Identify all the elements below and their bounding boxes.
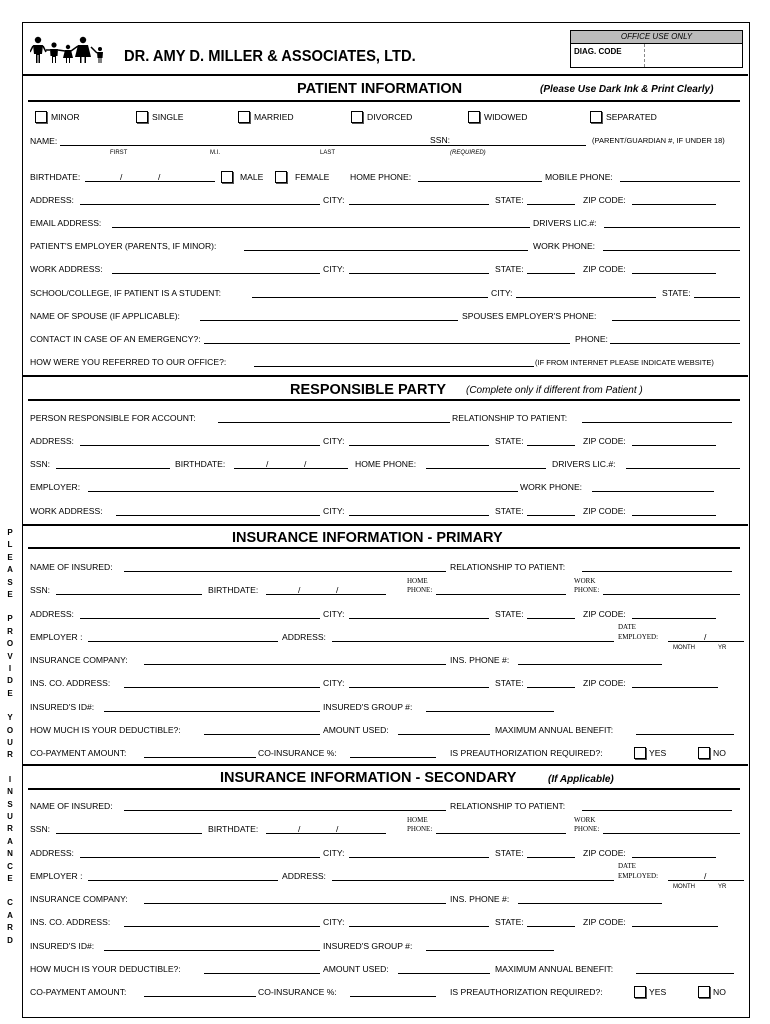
city-field[interactable] <box>349 204 489 205</box>
secondary-ssn-label: SSN: <box>30 824 51 834</box>
secondary-note: (If Applicable) <box>548 774 614 785</box>
rp-state-field[interactable] <box>527 445 575 446</box>
primary-home-caption: HOME <box>407 577 428 585</box>
side-letter: R <box>7 923 13 933</box>
rp-work-phone-field[interactable] <box>592 491 714 492</box>
birthdate-slash-2: / <box>158 172 161 182</box>
secondary-home-phone-caption: PHONE: <box>407 825 433 833</box>
primary-ssn-field[interactable] <box>56 594 202 595</box>
secondary-state-field[interactable] <box>527 857 575 858</box>
home-phone-label: HOME PHONE: <box>350 172 412 182</box>
secondary-name-insured-field[interactable] <box>124 810 446 811</box>
secondary-preauth-yes-checkbox[interactable] <box>634 986 646 998</box>
secondary-preauth-yes-label: YES <box>649 987 667 997</box>
rp-work-zip-label: ZIP CODE: <box>583 506 626 516</box>
primary-ssn-label: SSN: <box>30 585 51 595</box>
primary-birthdate-field[interactable] <box>266 594 386 595</box>
side-letter: P <box>7 614 13 624</box>
primary-name-insured-field[interactable] <box>124 571 446 572</box>
rp-zip-label: ZIP CODE: <box>583 436 626 446</box>
secondary-id-field[interactable] <box>104 950 320 951</box>
secondary-address-label: ADDRESS: <box>30 848 74 858</box>
rp-work-phone-label: WORK PHONE: <box>520 482 583 492</box>
secondary-max-benefit-field[interactable] <box>636 973 734 974</box>
secondary-id-label: INSURED'S ID#: <box>30 941 95 951</box>
primary-home-phone-field[interactable] <box>436 594 566 595</box>
secondary-address-field[interactable] <box>80 857 320 858</box>
side-letter: I <box>8 664 12 673</box>
secondary-title-rule <box>28 788 740 790</box>
referred-label: HOW WERE YOU REFERRED TO OUR OFFICE?: <box>30 357 227 367</box>
secondary-date-caption: DATE <box>618 862 636 870</box>
secondary-ins-phone-label: INS. PHONE #: <box>450 894 510 904</box>
drivers-lic-field[interactable] <box>604 227 740 228</box>
zip-field[interactable] <box>632 204 716 205</box>
ssn-guardian-note: (PARENT/GUARDIAN #, IF UNDER 18) <box>592 136 725 145</box>
status-label-divorced: DIVORCED <box>367 112 413 122</box>
rp-address-label: ADDRESS: <box>30 436 74 446</box>
secondary-preauth-no-checkbox[interactable] <box>698 986 710 998</box>
status-label-married: MARRIED <box>254 112 294 122</box>
secondary-employer-label: EMPLOYER : <box>30 871 83 881</box>
primary-company-label: INSURANCE COMPANY: <box>30 655 128 665</box>
rp-person-label: PERSON RESPONSIBLE FOR ACCOUNT: <box>30 413 196 423</box>
responsible-section-top-rule <box>22 375 748 377</box>
secondary-amount-used-field[interactable] <box>398 973 490 974</box>
ssn-required-caption: (REQUIRED) <box>450 150 486 156</box>
rp-birthdate-slash-1: / <box>266 459 269 469</box>
female-label: FEMALE <box>295 172 330 182</box>
primary-title-rule <box>28 547 740 549</box>
primary-relationship-field[interactable] <box>582 571 732 572</box>
secondary-employed-caption: EMPLOYED: <box>618 872 659 880</box>
rp-employer-field[interactable] <box>88 491 518 492</box>
rp-work-address-field[interactable] <box>116 515 320 516</box>
side-letter: O <box>6 639 14 649</box>
secondary-employed-slash: / <box>704 871 707 881</box>
secondary-work-caption: WORK <box>574 816 596 824</box>
secondary-co-state-label: STATE: <box>495 917 524 927</box>
side-letter: E <box>7 552 13 562</box>
rp-state-label: STATE: <box>495 436 524 446</box>
rp-employer-label: EMPLOYER: <box>30 482 81 492</box>
primary-co-address-label: INS. CO. ADDRESS: <box>30 678 111 688</box>
side-letter: Y <box>7 713 13 723</box>
rp-relationship-label: RELATIONSHIP TO PATIENT: <box>452 413 568 423</box>
work-city-label: CITY: <box>323 264 345 274</box>
birthdate-label: BIRTHDATE: <box>30 172 81 182</box>
primary-ins-phone-label: INS. PHONE #: <box>450 655 510 665</box>
primary-id-field[interactable] <box>104 711 320 712</box>
secondary-birthdate-field[interactable] <box>266 833 386 834</box>
secondary-title: INSURANCE INFORMATION - SECONDARY <box>220 770 517 786</box>
rp-person-field[interactable] <box>218 422 450 423</box>
responsible-title-rule <box>28 399 740 401</box>
secondary-birthdate-slash-2: / <box>336 824 339 834</box>
primary-employer-address-label: ADDRESS: <box>282 632 326 642</box>
patient-section-top-rule <box>22 74 748 76</box>
secondary-zip-label: ZIP CODE: <box>583 848 626 858</box>
rp-zip-field[interactable] <box>632 445 716 446</box>
ssn-field[interactable] <box>450 145 586 146</box>
rp-ssn-label: SSN: <box>30 459 51 469</box>
primary-copay-field[interactable] <box>144 757 256 758</box>
secondary-state-label: STATE: <box>495 848 524 858</box>
responsible-note: (Complete only if different from Patient ) <box>466 385 643 396</box>
rp-home-phone-label: HOME PHONE: <box>355 459 417 469</box>
emergency-phone-field[interactable] <box>610 343 740 344</box>
office-use-label: OFFICE USE ONLY <box>571 31 742 44</box>
secondary-relationship-field[interactable] <box>582 810 732 811</box>
secondary-city-field[interactable] <box>349 857 489 858</box>
primary-preauth-no-label: NO <box>713 748 726 758</box>
secondary-co-zip-label: ZIP CODE: <box>583 917 626 927</box>
primary-deductible-field[interactable] <box>204 734 320 735</box>
secondary-month-caption: MONTH <box>673 884 695 890</box>
rp-address-field[interactable] <box>80 445 320 446</box>
emergency-label: CONTACT IN CASE OF AN EMERGENCY?: <box>30 334 201 344</box>
name-field[interactable] <box>60 145 454 146</box>
side-letter: R <box>7 626 13 636</box>
state-field[interactable] <box>527 204 575 205</box>
rp-drivers-lic-label: DRIVERS LIC.#: <box>552 459 616 469</box>
status-checkbox-separated[interactable] <box>590 111 602 123</box>
primary-co-city-label: CITY: <box>323 678 345 688</box>
secondary-home-phone-field[interactable] <box>436 833 566 834</box>
primary-company-field[interactable] <box>144 664 446 665</box>
primary-amount-used-label: AMOUNT USED: <box>323 725 389 735</box>
secondary-employer-field[interactable] <box>88 880 278 881</box>
primary-co-address-field[interactable] <box>124 687 320 688</box>
primary-address-label: ADDRESS: <box>30 609 74 619</box>
side-letter: D <box>7 935 13 945</box>
rp-city-field[interactable] <box>349 445 489 446</box>
mobile-phone-label: MOBILE PHONE: <box>545 172 613 182</box>
primary-work-phone-field[interactable] <box>603 594 740 595</box>
primary-title: INSURANCE INFORMATION - PRIMARY <box>232 530 503 546</box>
primary-preauth-yes-checkbox[interactable] <box>634 747 646 759</box>
primary-section-top-rule <box>22 524 748 526</box>
referred-note: (IF FROM INTERNET PLEASE INDICATE WEBSITE) <box>535 358 714 367</box>
side-letter: R <box>7 824 13 834</box>
primary-co-zip-label: ZIP CODE: <box>583 678 626 688</box>
diag-code-divider <box>644 44 645 67</box>
side-letter: N <box>7 787 13 797</box>
side-letter: U <box>7 812 13 821</box>
work-state-field[interactable] <box>527 273 575 274</box>
primary-city-field[interactable] <box>349 618 489 619</box>
secondary-coins-label: CO-INSURANCE %: <box>258 987 337 997</box>
secondary-preauth-label: IS PREAUTHORIZATION REQUIRED?: <box>450 987 603 997</box>
secondary-group-label: INSURED'S GROUP #: <box>323 941 413 951</box>
side-letter: E <box>7 688 13 698</box>
responsible-title: RESPONSIBLE PARTY <box>290 382 447 398</box>
school-field[interactable] <box>252 297 488 298</box>
secondary-work-phone-caption: PHONE: <box>574 825 600 833</box>
name-mi-caption: M.I. <box>210 150 220 156</box>
primary-co-city-field[interactable] <box>349 687 489 688</box>
primary-city-label: CITY: <box>323 609 345 619</box>
side-letter: U <box>7 738 13 747</box>
side-letter: O <box>6 725 14 735</box>
secondary-birthdate-label: BIRTHDATE: <box>208 824 259 834</box>
state-label: STATE: <box>495 195 524 205</box>
patient-info-note: (Please Use Dark Ink & Print Clearly) <box>540 84 714 95</box>
drivers-lic-label: DRIVERS LIC.#: <box>533 218 597 228</box>
secondary-co-zip-field[interactable] <box>632 926 718 927</box>
primary-state-field[interactable] <box>527 618 575 619</box>
spouse-field[interactable] <box>200 320 458 321</box>
email-field[interactable] <box>112 227 530 228</box>
city-label: CITY: <box>323 195 345 205</box>
secondary-coins-field[interactable] <box>350 996 436 997</box>
primary-co-state-label: STATE: <box>495 678 524 688</box>
employer-field[interactable] <box>244 250 528 251</box>
secondary-group-field[interactable] <box>426 950 554 951</box>
primary-zip-field[interactable] <box>632 618 716 619</box>
side-letter: S <box>7 577 13 587</box>
secondary-co-address-label: INS. CO. ADDRESS: <box>30 917 111 927</box>
work-zip-field[interactable] <box>632 273 716 274</box>
primary-coins-field[interactable] <box>350 757 436 758</box>
rp-birthdate-field[interactable] <box>234 468 348 469</box>
secondary-work-phone-field[interactable] <box>603 833 740 834</box>
primary-deductible-label: HOW MUCH IS YOUR DEDUCTIBLE?: <box>30 725 181 735</box>
secondary-copay-label: CO-PAYMENT AMOUNT: <box>30 987 127 997</box>
side-letter: R <box>7 750 13 760</box>
primary-copay-label: CO-PAYMENT AMOUNT: <box>30 748 127 758</box>
rp-drivers-lic-field[interactable] <box>626 468 740 469</box>
status-checkbox-minor[interactable] <box>35 111 47 123</box>
rp-work-address-label: WORK ADDRESS: <box>30 506 103 516</box>
female-checkbox[interactable] <box>275 171 287 183</box>
secondary-company-label: INSURANCE COMPANY: <box>30 894 128 904</box>
primary-date-caption: DATE <box>618 623 636 631</box>
name-first-caption: FIRST <box>110 150 128 156</box>
primary-state-label: STATE: <box>495 609 524 619</box>
primary-id-label: INSURED'S ID#: <box>30 702 95 712</box>
primary-preauth-no-checkbox[interactable] <box>698 747 710 759</box>
primary-employer-label: EMPLOYER : <box>30 632 83 642</box>
secondary-birthdate-slash-1: / <box>298 824 301 834</box>
secondary-max-benefit-label: MAXIMUM ANNUAL BENEFIT: <box>495 964 614 974</box>
primary-birthdate-slash-1: / <box>298 585 301 595</box>
rp-work-state-field[interactable] <box>527 515 575 516</box>
secondary-ssn-field[interactable] <box>56 833 202 834</box>
zip-label: ZIP CODE: <box>583 195 626 205</box>
school-city-label: CITY: <box>491 288 513 298</box>
primary-zip-label: ZIP CODE: <box>583 609 626 619</box>
work-phone-field[interactable] <box>603 250 740 251</box>
primary-employer-field[interactable] <box>88 641 278 642</box>
secondary-home-caption: HOME <box>407 816 428 824</box>
male-label: MALE <box>240 172 264 182</box>
ssn-label: SSN: <box>430 135 451 145</box>
primary-work-caption: WORK <box>574 577 596 585</box>
patient-title-rule <box>28 100 740 102</box>
rp-ssn-field[interactable] <box>56 468 170 469</box>
rp-work-zip-field[interactable] <box>632 515 716 516</box>
home-phone-field[interactable] <box>418 181 542 182</box>
side-letter: A <box>7 836 13 846</box>
secondary-yr-caption: YR <box>718 884 727 890</box>
rp-relationship-field[interactable] <box>582 422 732 423</box>
primary-co-state-field[interactable] <box>527 687 575 688</box>
address-label: ADDRESS: <box>30 195 74 205</box>
primary-yr-caption: YR <box>718 645 727 651</box>
rp-city-label: CITY: <box>323 436 345 446</box>
rp-work-city-field[interactable] <box>349 515 489 516</box>
school-state-label: STATE: <box>662 288 691 298</box>
side-letter: E <box>7 874 13 883</box>
rp-work-state-label: STATE: <box>495 506 524 516</box>
secondary-co-state-field[interactable] <box>527 926 575 927</box>
status-label-minor: MINOR <box>51 112 80 122</box>
secondary-employer-address-label: ADDRESS: <box>282 871 326 881</box>
emergency-phone-label: PHONE: <box>575 334 608 344</box>
side-letter: A <box>7 910 13 920</box>
primary-relationship-label: RELATIONSHIP TO PATIENT: <box>450 562 566 572</box>
primary-address-field[interactable] <box>80 618 320 619</box>
diag-code-label: DIAG. CODE <box>574 47 622 56</box>
primary-group-label: INSURED'S GROUP #: <box>323 702 413 712</box>
primary-co-zip-field[interactable] <box>632 687 718 688</box>
male-checkbox[interactable] <box>221 171 233 183</box>
secondary-amount-used-label: AMOUNT USED: <box>323 964 389 974</box>
side-letter: L <box>7 540 13 550</box>
secondary-section-top-rule <box>22 764 748 766</box>
primary-employed-slash: / <box>704 632 707 642</box>
work-zip-label: ZIP CODE: <box>583 264 626 274</box>
primary-month-caption: MONTH <box>673 645 695 651</box>
employer-label: PATIENT'S EMPLOYER (PARENTS, IF MINOR): <box>30 241 217 251</box>
secondary-co-city-field[interactable] <box>349 926 489 927</box>
secondary-name-insured-label: NAME OF INSURED: <box>30 801 113 811</box>
secondary-co-city-label: CITY: <box>323 917 345 927</box>
side-letter: C <box>7 861 13 871</box>
rp-home-phone-field[interactable] <box>426 468 546 469</box>
rp-birthdate-label: BIRTHDATE: <box>175 459 226 469</box>
side-letter: P <box>7 528 13 537</box>
status-label-widowed: WIDOWED <box>484 112 528 122</box>
status-checkbox-single[interactable] <box>136 111 148 123</box>
birthdate-field[interactable] <box>85 181 215 182</box>
practice-name: DR. AMY D. MILLER & ASSOCIATES, LTD. <box>124 48 416 65</box>
status-label-single: SINGLE <box>152 112 184 122</box>
primary-max-benefit-label: MAXIMUM ANNUAL BENEFIT: <box>495 725 614 735</box>
side-letter: D <box>7 676 13 686</box>
name-last-caption: LAST <box>320 150 336 156</box>
primary-employer-address-field[interactable] <box>332 641 614 642</box>
secondary-preauth-no-label: NO <box>713 987 726 997</box>
primary-preauth-label: IS PREAUTHORIZATION REQUIRED?: <box>450 748 603 758</box>
primary-amount-used-field[interactable] <box>398 734 490 735</box>
primary-work-phone-caption: PHONE: <box>574 586 600 594</box>
primary-preauth-yes-label: YES <box>649 748 667 758</box>
secondary-zip-field[interactable] <box>632 857 716 858</box>
side-letter: I <box>8 774 12 784</box>
spouse-label: NAME OF SPOUSE (IF APPLICABLE): <box>30 311 180 321</box>
secondary-deductible-field[interactable] <box>204 973 320 974</box>
spouse-phone-field[interactable] <box>612 320 740 321</box>
work-address-label: WORK ADDRESS: <box>30 264 103 274</box>
status-checkbox-widowed[interactable] <box>468 111 480 123</box>
primary-name-insured-label: NAME OF INSURED: <box>30 562 113 572</box>
rp-work-city-label: CITY: <box>323 506 345 516</box>
school-label: SCHOOL/COLLEGE, IF PATIENT IS A STUDENT: <box>30 288 222 298</box>
referred-field[interactable] <box>254 366 534 367</box>
birthdate-slash-1: / <box>120 172 123 182</box>
primary-coins-label: CO-INSURANCE %: <box>258 748 337 758</box>
name-label: NAME: <box>30 136 58 146</box>
work-address-field[interactable] <box>112 273 320 274</box>
side-letter: E <box>7 590 13 599</box>
status-checkbox-divorced[interactable] <box>351 111 363 123</box>
status-checkbox-married[interactable] <box>238 111 250 123</box>
family-logo-icon <box>30 36 116 64</box>
secondary-deductible-label: HOW MUCH IS YOUR DEDUCTIBLE?: <box>30 964 181 974</box>
side-letter: A <box>7 565 13 575</box>
office-use-box <box>570 30 743 68</box>
mobile-phone-field[interactable] <box>620 181 740 182</box>
email-label: EMAIL ADDRESS: <box>30 218 102 228</box>
patient-info-title: PATIENT INFORMATION <box>297 81 463 97</box>
work-city-field[interactable] <box>349 273 489 274</box>
side-letter: C <box>7 898 13 908</box>
primary-employed-caption: EMPLOYED: <box>618 633 659 641</box>
emergency-field[interactable] <box>204 343 570 344</box>
secondary-copay-field[interactable] <box>144 996 256 997</box>
work-state-label: STATE: <box>495 264 524 274</box>
secondary-ins-phone-field[interactable] <box>518 903 662 904</box>
work-phone-label: WORK PHONE: <box>533 241 596 251</box>
primary-ins-phone-field[interactable] <box>518 664 662 665</box>
address-field[interactable] <box>80 204 320 205</box>
school-state-field[interactable] <box>694 297 740 298</box>
status-label-separated: SEPARATED <box>606 112 657 122</box>
side-letter: S <box>7 799 13 809</box>
school-city-field[interactable] <box>516 297 656 298</box>
rp-birthdate-slash-2: / <box>304 459 307 469</box>
side-letter: N <box>7 849 13 859</box>
primary-max-benefit-field[interactable] <box>636 734 734 735</box>
secondary-relationship-label: RELATIONSHIP TO PATIENT: <box>450 801 566 811</box>
primary-group-field[interactable] <box>426 711 554 712</box>
side-letter: V <box>7 651 13 661</box>
secondary-employer-address-field[interactable] <box>332 880 614 881</box>
primary-birthdate-label: BIRTHDATE: <box>208 585 259 595</box>
primary-home-phone-caption: PHONE: <box>407 586 433 594</box>
secondary-co-address-field[interactable] <box>124 926 320 927</box>
primary-birthdate-slash-2: / <box>336 585 339 595</box>
spouse-phone-label: SPOUSES EMPLOYER'S PHONE: <box>462 311 597 321</box>
secondary-city-label: CITY: <box>323 848 345 858</box>
secondary-company-field[interactable] <box>144 903 446 904</box>
